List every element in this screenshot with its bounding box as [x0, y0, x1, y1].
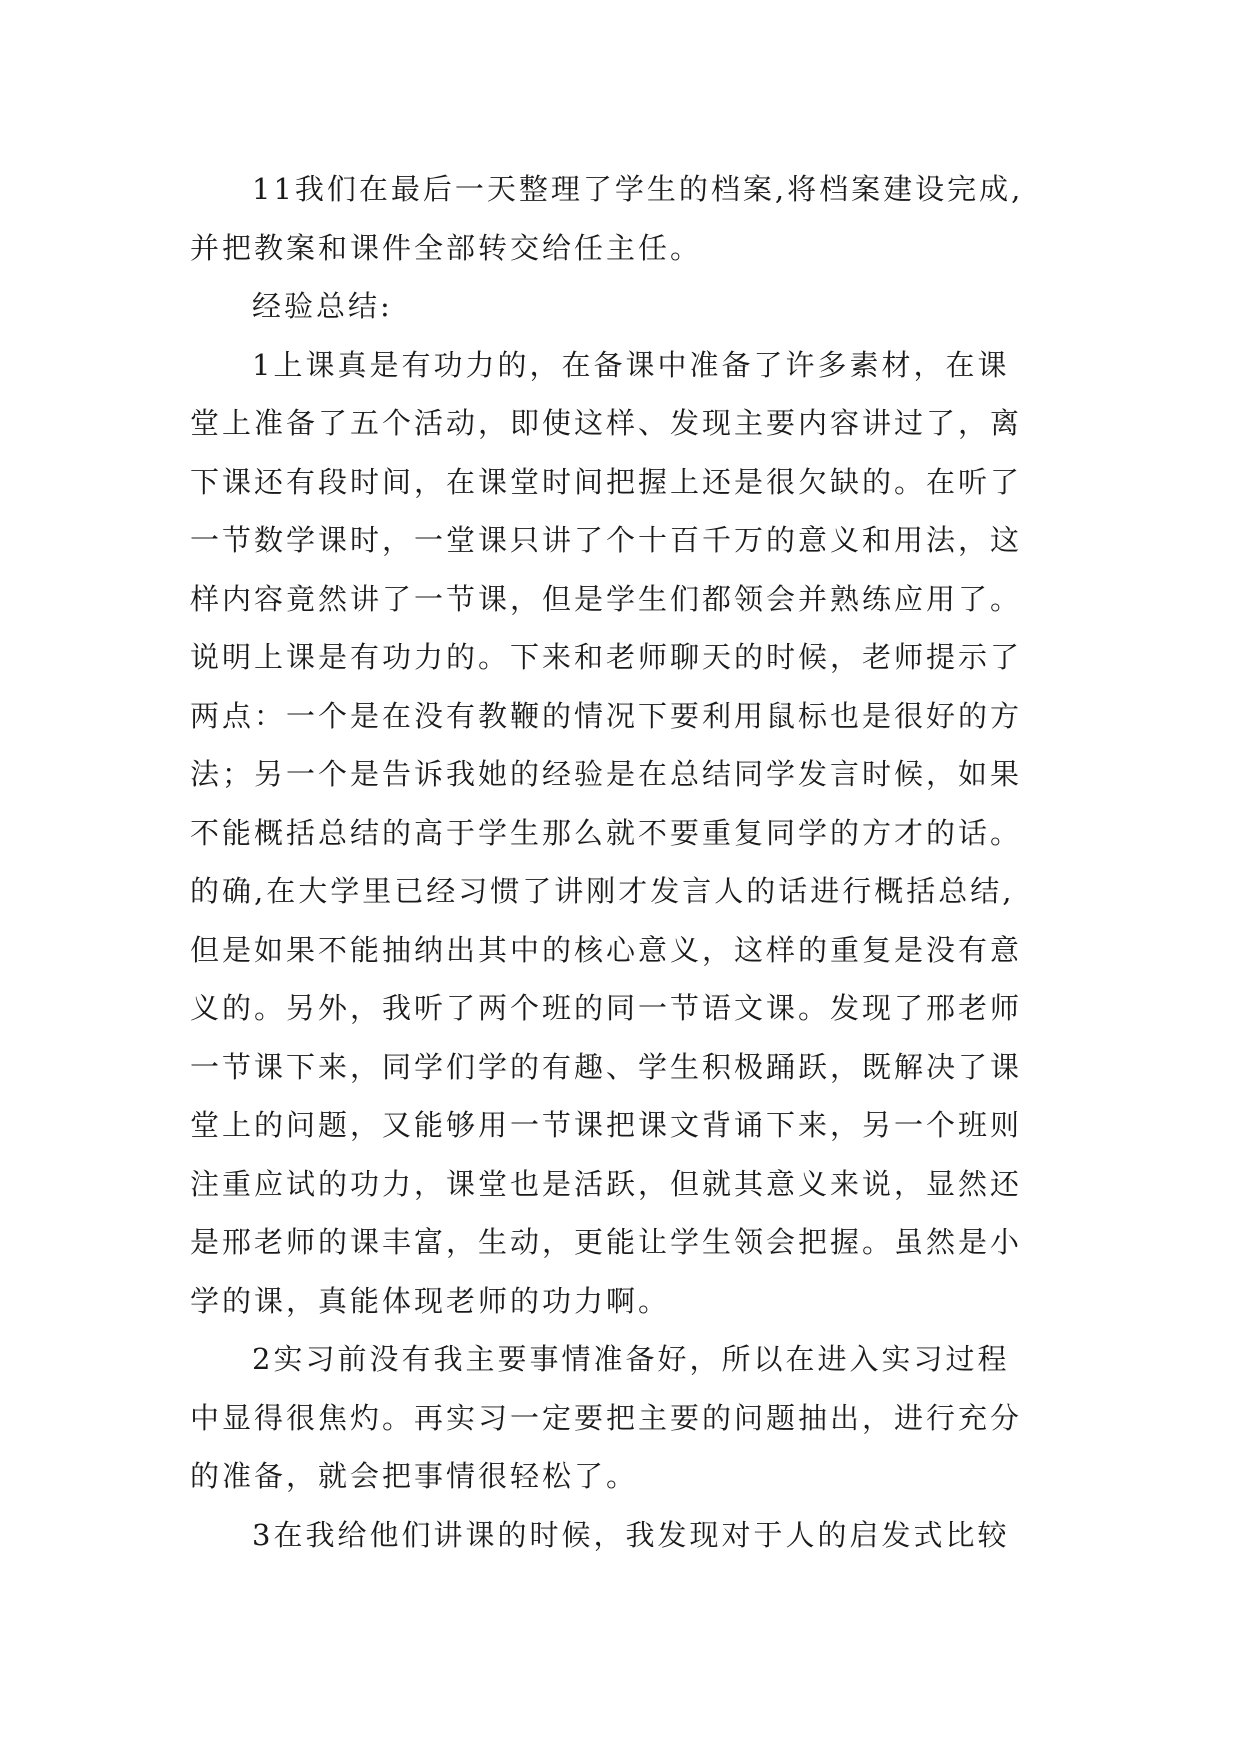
text-line: 样内容竟然讲了一节课，但是学生们都领会并熟练应用了。 — [190, 581, 1023, 616]
paragraph-archive-completion — [190, 160, 1080, 277]
paragraph-point-2 — [190, 1330, 1080, 1506]
text-line: 注重应试的功力，课堂也是活跃，但就其意义来说，显然还 — [190, 1166, 1023, 1201]
text-line: 一节数学课时，一堂课只讲了个十百千万的意义和用法，这 — [190, 523, 1023, 557]
section-heading: 经验总结: — [252, 289, 393, 323]
text-line: 2实习前没有我主要事情准备好，所以在进入实习过程 — [252, 1342, 1010, 1376]
text-line: 1上课真是有功力的，在备课中准备了许多素材，在课 — [252, 347, 1010, 382]
text-line: 堂上准备了五个活动，即使这样、发现主要内容讲过了，离 — [190, 406, 1023, 440]
text-line: 中显得很焦灼。再实习一定要把主要的问题抽出，进行充分 — [190, 1400, 1023, 1435]
text-line: 说明上课是有功力的。下来和老师聊天的时候，老师提示了 — [190, 640, 1023, 674]
text-line: 义的。另外，我听了两个班的同一节语文课。发现了邢老师 — [190, 991, 1023, 1025]
text-line: 并把教案和课件全部转交给任主任。 — [190, 230, 703, 265]
paragraph-point-1 — [190, 336, 1080, 1331]
text-line: 法；另一个是告诉我她的经验是在总结同学发言时候，如果 — [190, 757, 1023, 791]
section-heading-experience-summary — [190, 277, 1080, 336]
text-line: 的准备，就会把事情很轻松了。 — [190, 1459, 639, 1493]
paragraph-point-3 — [190, 1506, 1080, 1565]
text-line: 学的课，真能体现老师的功力啊。 — [190, 1283, 671, 1318]
text-line: 的确,在大学里已经习惯了讲刚才发言人的话进行概括总结, — [190, 874, 1015, 908]
text-line: 3在我给他们讲课的时候，我发现对于人的启发式比较 — [252, 1517, 1010, 1552]
text-line: 但是如果不能抽纳出其中的核心意义，这样的重复是没有意 — [190, 932, 1023, 967]
text-line: 是邢老师的课丰富，生动，更能让学生领会把握。虽然是小 — [190, 1225, 1023, 1259]
text-line: 下课还有段时间，在课堂时间把握上还是很欠缺的。在听了 — [190, 464, 1023, 499]
text-line: 11我们在最后一天整理了学生的档案,将档案建设完成, — [252, 172, 1024, 206]
document-body — [190, 160, 1080, 1564]
text-line: 一节课下来，同学们学的有趣、学生积极踊跃，既解决了课 — [190, 1049, 1023, 1084]
text-line: 堂上的问题，又能够用一节课把课文背诵下来，另一个班则 — [190, 1108, 1023, 1142]
text-line: 两点：一个是在没有教鞭的情况下要利用鼠标也是很好的方 — [190, 698, 1023, 733]
text-line: 不能概括总结的高于学生那么就不要重复同学的方才的话。 — [190, 815, 1023, 850]
